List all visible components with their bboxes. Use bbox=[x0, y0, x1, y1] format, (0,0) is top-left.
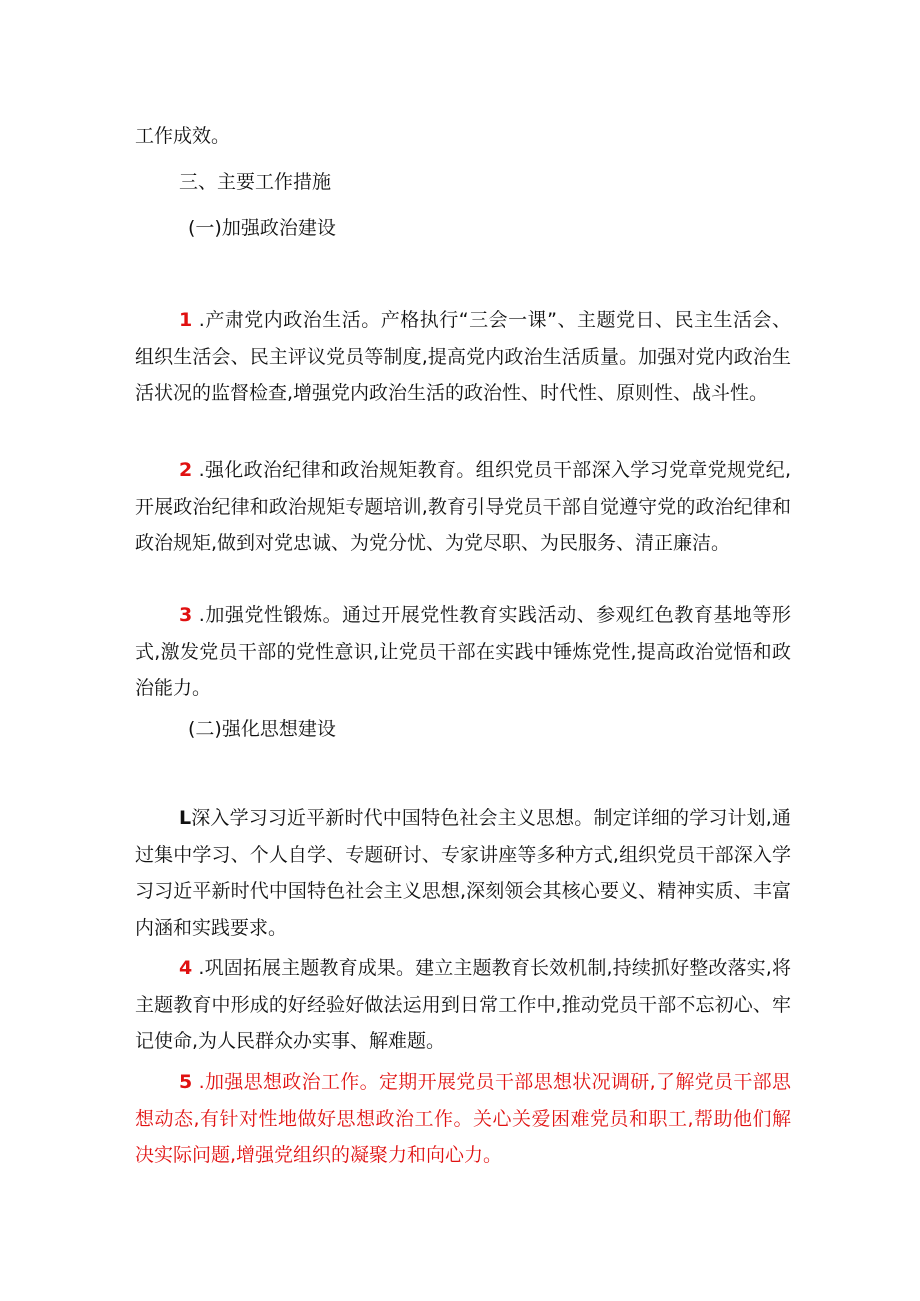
section-heading-three: 三、主要工作措施 bbox=[179, 171, 332, 193]
subsection-heading-one: (一)加强政治建设 bbox=[188, 217, 336, 239]
item-text: .产肃党内政治生活。产格执行“三会一课”、主题党日、民主生活会、组织生活会、民主评议党员等制度,提高党内政治生活质量。加强对党内政治生活状况的监督检查,增强党内政治生活的政治性、时代性、原则性、战斗性。 bbox=[135, 309, 791, 404]
item-number: 3 bbox=[179, 604, 193, 626]
paragraph-item-L bbox=[135, 800, 791, 946]
item-text: .加强思想政治工作。定期开展党员干部思想状况调研,了解党员干部思想动态,有针对性地做好思想政治工作。关心关爱困难党员和职工,帮助他们解决实际问题,增强党组织的凝聚力和向心力。 bbox=[135, 1071, 791, 1166]
item-text: .加强党性锻炼。通过开展党性教育实践活动、参观红色教育基地等形式,激发党员干部的党性意识,让党员干部在实践中锤炼党性,提高政治觉悟和政治能力。 bbox=[135, 604, 791, 699]
intro-tail: 工作成效。 bbox=[135, 125, 231, 147]
paragraph-item-3 bbox=[135, 597, 791, 707]
paragraph-item-2 bbox=[135, 452, 791, 562]
subsection-heading-two: (二)强化思想建设 bbox=[188, 718, 336, 740]
paragraph-item-4 bbox=[135, 950, 791, 1060]
item-number: 1 bbox=[179, 309, 193, 331]
item-number: 5 bbox=[179, 1071, 193, 1093]
item-text: .强化政治纪律和政治规矩教育。组织党员干部深入学习党章党规党纪,开展政治纪律和政治规矩专题培训,教育引导党员干部自觉遵守党的政治纪律和政治规矩,做到对党忠诚、为党分忧、为党尽职、为民服务、清正廉洁。 bbox=[135, 459, 791, 554]
item-text: 深入学习习近平新时代中国特色社会主义思想。制定详细的学习计划,通过集中学习、个人自学、专题研讨、专家讲座等多种方式,组织党员干部深入学习习近平新时代中国特色社会主义思想,深刻领会其核心要义、精神实质、丰富内涵和实践要求。 bbox=[135, 807, 791, 939]
item-number: 4 bbox=[179, 957, 193, 979]
paragraph-item-5 bbox=[135, 1064, 791, 1174]
item-number: L bbox=[179, 807, 192, 829]
item-text: .巩固拓展主题教育成果。建立主题教育长效机制,持续抓好整改落实,将主题教育中形成的好经验好做法运用到日常工作中,推动党员干部不忘初心、牢记使命,为人民群众办实事、解难题。 bbox=[135, 957, 791, 1052]
item-number: 2 bbox=[179, 459, 193, 481]
paragraph-item-1 bbox=[135, 302, 791, 412]
